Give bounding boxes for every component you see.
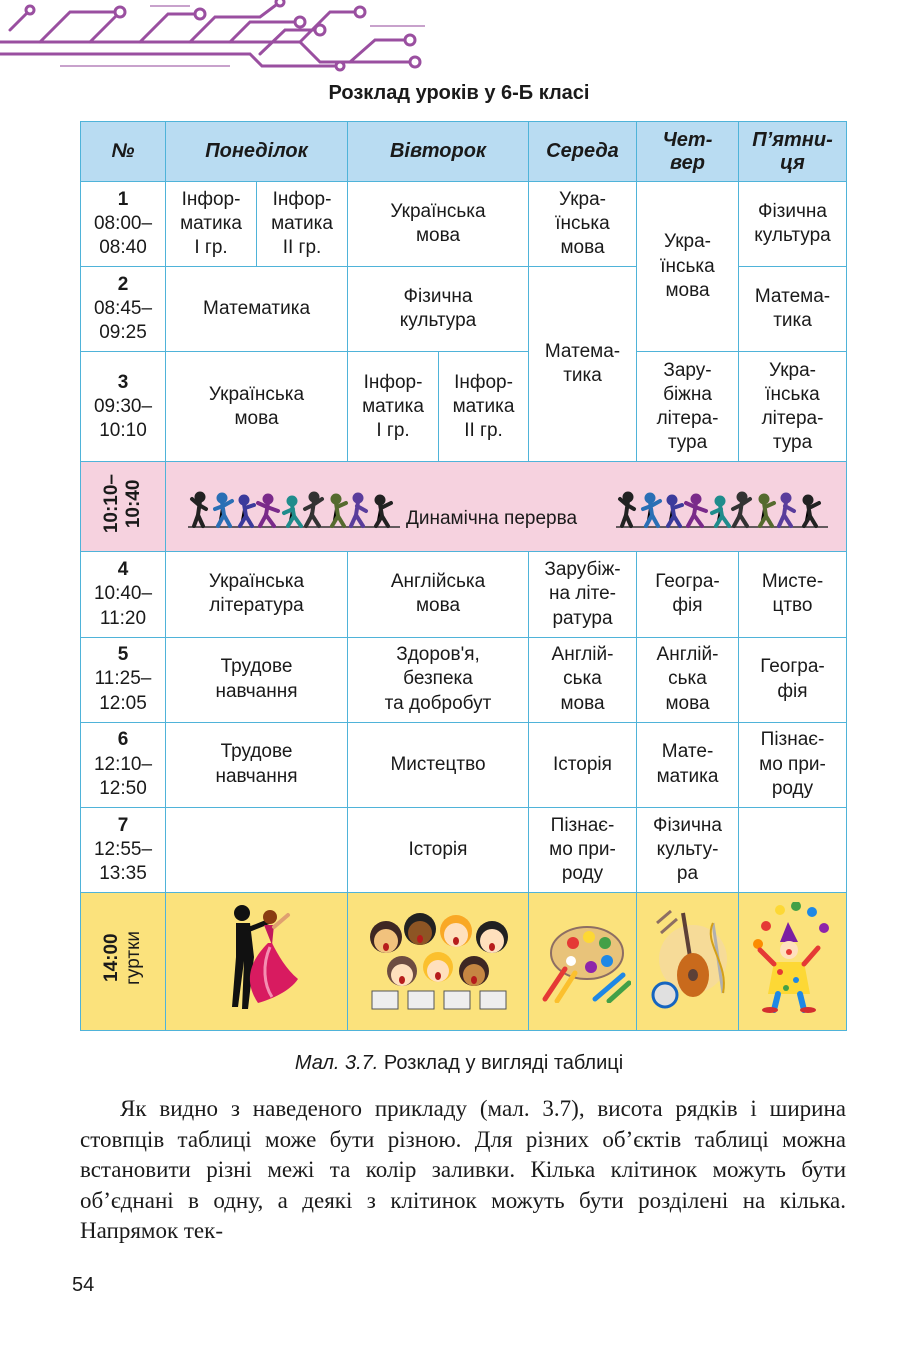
lesson-cell: Фізична культу- ра: [637, 807, 739, 892]
lesson-cell: Історія: [348, 807, 529, 892]
empty-cell: [166, 807, 348, 892]
paint-palette-icon: [535, 913, 631, 1003]
lesson-cell: Матема- тика: [529, 267, 637, 462]
clubs-art-cell: [529, 892, 637, 1030]
lesson-cell: Мисте- цтво: [739, 552, 847, 637]
lesson-cell: Фізична культура: [348, 267, 529, 352]
lesson-cell: Пізнає- мо при- роду: [739, 722, 847, 807]
break-cell: [166, 462, 847, 552]
header-wednesday: Середа: [529, 122, 637, 182]
lesson-cell: Пізнає- мо при- роду: [529, 807, 637, 892]
lesson-cell: Історія: [529, 722, 637, 807]
lesson-cell: Математика: [166, 267, 348, 352]
lesson-cell: Укра- їнська мова: [637, 182, 739, 352]
lesson-cell: Інфор- матика І гр.: [166, 182, 257, 267]
clubs-label: гуртки: [123, 930, 144, 985]
clubs-time: 14:00: [101, 933, 123, 983]
header-number: №: [81, 122, 166, 182]
lesson-cell: Здоров'я, безпека та добробут: [348, 637, 529, 722]
header-row: [81, 122, 847, 182]
figure-caption: Мал. 3.7. Розклад у вигляді таблиці: [294, 1052, 624, 1074]
period-cell: 6 12:10– 12:50: [81, 722, 166, 807]
lesson-cell: Фізична культура: [739, 182, 847, 267]
header-tuesday: Вівторок: [348, 122, 529, 182]
schedule-table: [80, 121, 847, 1031]
sport-silhouettes-icon: [616, 491, 828, 531]
break-label: Динамічна перерва: [406, 507, 578, 529]
page-title: Розклад уроків у 6-Б класі: [328, 82, 590, 104]
lesson-cell: Матема- тика: [739, 267, 847, 352]
period-cell: 2 08:45– 09:25: [81, 267, 166, 352]
lesson-cell: Геогра- фія: [637, 552, 739, 637]
lesson-cell: Зару- біжна літера- тура: [637, 352, 739, 462]
lesson-cell: Англій- ська мова: [529, 637, 637, 722]
break-row: [81, 462, 847, 552]
period-cell: 1 08:00– 08:40: [81, 182, 166, 267]
circuit-decoration: [0, 0, 430, 72]
dancing-couple-icon: [212, 899, 302, 1017]
lesson-cell: Українська мова: [348, 182, 529, 267]
lesson-cell: Трудове навчання: [166, 637, 348, 722]
lesson-cell: Українська література: [166, 552, 348, 637]
table-row: [81, 807, 847, 892]
lesson-cell: Трудове навчання: [166, 722, 348, 807]
lesson-cell: Українська мова: [166, 352, 348, 462]
clubs-row: [81, 892, 847, 1030]
lesson-cell: Геогра- фія: [739, 637, 847, 722]
lesson-cell: Інфор- матика І гр.: [348, 352, 439, 462]
page-number: 54: [72, 1274, 95, 1296]
lesson-cell: Укра- їнська літера- тура: [739, 352, 847, 462]
clubs-circus-cell: [739, 892, 847, 1030]
clubs-music-cell: [637, 892, 739, 1030]
lesson-cell: Зарубіж- на літе- ратура: [529, 552, 637, 637]
header-friday: П’ятни- ця: [739, 122, 847, 182]
lesson-cell: Укра- їнська мова: [529, 182, 637, 267]
clubs-time-cell: [81, 892, 166, 1030]
juggling-clown-icon: [748, 902, 838, 1014]
period-cell: 3 09:30– 10:10: [81, 352, 166, 462]
period-cell: 4 10:40– 11:20: [81, 552, 166, 637]
empty-cell: [739, 807, 847, 892]
sport-silhouettes-icon: [188, 491, 400, 531]
table-row: [81, 637, 847, 722]
period-cell: 5 11:25– 12:05: [81, 637, 166, 722]
break-time-cell: 10:10– 10:40: [81, 462, 166, 552]
clubs-choir-cell: [348, 892, 529, 1030]
singing-choir-icon: [358, 903, 518, 1013]
period-cell: 7 12:55– 13:35: [81, 807, 166, 892]
table-row: [81, 182, 847, 267]
lesson-cell: Інфор- матика ІІ гр.: [439, 352, 529, 462]
header-thursday: Чет- вер: [637, 122, 739, 182]
lesson-cell: Інфор- матика ІІ гр.: [257, 182, 348, 267]
lesson-cell: Мате- матика: [637, 722, 739, 807]
lesson-cell: Англійська мова: [348, 552, 529, 637]
table-row: [81, 552, 847, 637]
musical-instruments-icon: [643, 903, 733, 1013]
table-row: [81, 722, 847, 807]
lesson-cell: Мистецтво: [348, 722, 529, 807]
clubs-dance-cell: [166, 892, 348, 1030]
header-monday: Понеділок: [166, 122, 348, 182]
lesson-cell: Англій- ська мова: [637, 637, 739, 722]
body-paragraph: Як видно з наведеного прикладу (мал. 3.7), висота рядків і ширина стовпців таблиці може бути різною. Для різних об’єктів таблиці можна встановити різні межі та колір заливки. Кілька клітинок можуть бути об’єднані в одну, а деякі з клітинок можуть бути розділені на кілька. Напрямок тек-: [80, 1096, 846, 1243]
table-row: [81, 352, 847, 462]
